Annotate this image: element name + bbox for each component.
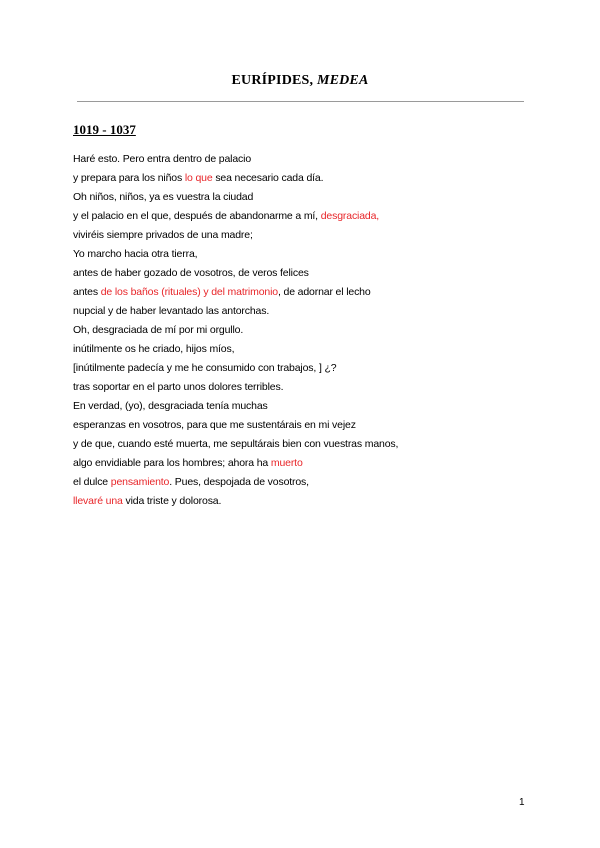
highlighted-text: muerto: [270, 457, 303, 469]
line-text: , de adornar el lecho: [277, 286, 371, 298]
title-work: MEDEA: [316, 73, 369, 88]
line-text: viviréis siempre privados de una madre;: [73, 229, 253, 241]
poem-line: [73, 283, 398, 302]
line-text: Haré esto. Pero entra dentro de palacio: [73, 153, 252, 165]
poem-line: [73, 245, 398, 264]
line-text: [inútilmente padecía y me he consumido con trabajos, ] ¿?: [73, 362, 337, 374]
page-number: 1: [519, 797, 525, 808]
line-text: Oh niños, niños, ya es vuestra la ciudad: [73, 191, 254, 203]
poem-line: [73, 340, 398, 359]
poem-line: [73, 378, 398, 397]
line-text: antes de haber gozado de vosotros, de veros felices: [73, 267, 309, 279]
poem-line: [73, 302, 398, 321]
poem-line: [73, 435, 398, 454]
line-text: y el palacio en el que, después de abandonarme a mí,: [73, 210, 321, 222]
line-text: antes: [73, 286, 101, 298]
highlighted-text: desgraciada,: [320, 210, 380, 222]
line-text: inútilmente os he criado, hijos míos,: [73, 343, 235, 355]
highlighted-text: de los baños (rituales) y del matrimonio: [100, 286, 278, 298]
poem-line: [73, 188, 398, 207]
title-divider: [77, 101, 524, 102]
line-text: y de que, cuando esté muerta, me sepultárais bien con vuestras manos,: [73, 438, 399, 450]
title-author: EURÍPIDES,: [231, 73, 317, 88]
poem-text: [73, 150, 398, 511]
poem-line: [73, 397, 398, 416]
line-text: . Pues, despojada de vosotros,: [169, 476, 309, 488]
poem-line: [73, 492, 398, 511]
poem-line: [73, 416, 398, 435]
line-text: vida triste y dolorosa.: [122, 495, 222, 507]
page-title: [0, 73, 600, 89]
poem-line: [73, 454, 398, 473]
verse-range-heading: 1019 - 1037: [73, 122, 136, 137]
poem-line: [73, 150, 398, 169]
poem-line: [73, 226, 398, 245]
poem-line: [73, 207, 398, 226]
highlighted-text: llevaré una: [73, 495, 123, 507]
highlighted-text: pensamiento: [110, 476, 170, 488]
poem-line: [73, 473, 398, 492]
line-text: En verdad, (yo), desgraciada tenía muchas: [73, 400, 268, 412]
line-text: algo envidiable para los hombres; ahora ha: [73, 457, 271, 469]
line-text: esperanzas en vosotros, para que me sustentárais en mi vejez: [73, 419, 356, 431]
line-text: Yo marcho hacia otra tierra,: [73, 248, 198, 260]
poem-line: [73, 321, 398, 340]
line-text: sea necesario cada día.: [212, 172, 324, 184]
line-text: Oh, desgraciada de mí por mi orgullo.: [73, 324, 244, 336]
poem-line: [73, 264, 398, 283]
poem-line: [73, 169, 398, 188]
line-text: nupcial y de haber levantado las antorchas.: [73, 305, 270, 317]
line-text: el dulce: [73, 476, 111, 488]
line-text: y prepara para los niños: [73, 172, 185, 184]
highlighted-text: lo que: [184, 172, 213, 184]
poem-line: [73, 359, 398, 378]
line-text: tras soportar en el parto unos dolores terribles.: [73, 381, 284, 393]
